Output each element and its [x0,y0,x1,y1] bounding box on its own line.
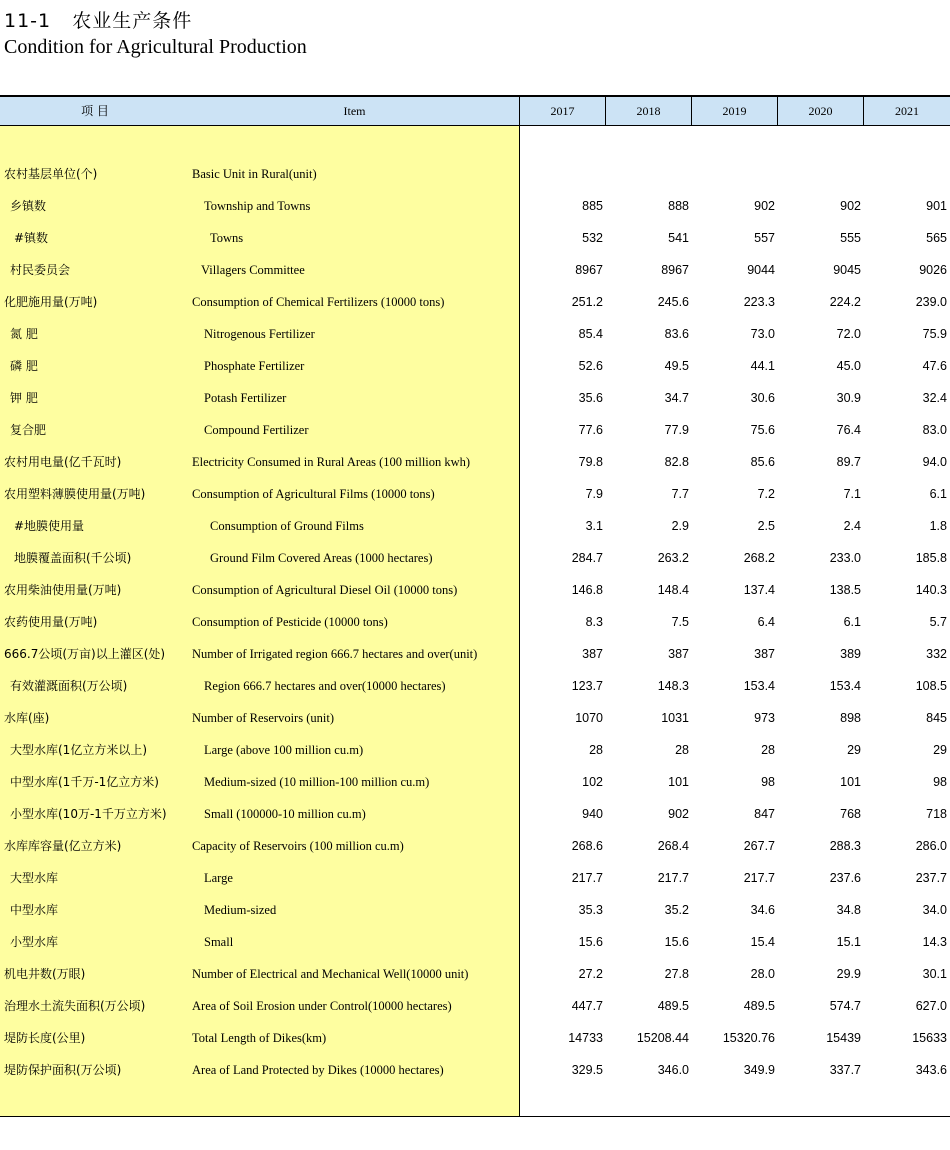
row-value-2017: 14733 [568,1031,603,1045]
row-value-2021: 286.0 [915,839,947,853]
row-label-cn: 治理水土流失面积(万公顷) [4,999,146,1013]
row-value-2019: 9044 [747,263,775,277]
row-label-en: Large [204,871,233,885]
row-value-2017: 268.6 [571,839,603,853]
row-value-2017: 15.6 [578,935,603,949]
table-row [0,542,950,574]
row-value-2021: 32.4 [922,391,947,405]
row-label-en: Consumption of Chemical Fertilizers (10000 tons) [192,295,445,309]
row-value-2020: 898 [840,711,861,725]
row-label-en: Basic Unit in Rural(unit) [192,167,317,181]
row-value-2019: 75.6 [750,423,775,437]
table-row [0,638,950,670]
table-row [0,574,950,606]
row-value-2021: 98 [933,775,947,789]
row-value-2018: 7.5 [671,615,689,629]
row-label-en: Area of Soil Erosion under Control(10000 hectares) [192,999,452,1013]
header-year: 2021 [895,104,919,118]
row-value-2020: 233.0 [829,551,861,565]
row-value-2017: 387 [582,647,603,661]
row-value-2020: 138.5 [829,583,861,597]
row-label-en: Township and Towns [204,199,311,213]
row-label-cn: 堤防长度(公里) [4,1031,86,1045]
row-label-en: Consumption of Ground Films [210,519,364,533]
row-value-2017: 251.2 [571,295,603,309]
row-value-2020: 574.7 [829,999,861,1013]
row-value-2021: 6.1 [929,487,947,501]
row-value-2017: 52.6 [578,359,603,373]
row-label-en: Towns [210,231,244,245]
row-label-cn: 有效灌溉面积(万公顷) [10,679,128,693]
row-value-2020: 101 [840,775,861,789]
row-label-en: Consumption of Agricultural Films (10000 tons) [192,487,435,501]
row-value-2020: 337.7 [829,1063,861,1077]
row-value-2019: 73.0 [750,327,775,341]
row-value-2018: 902 [668,807,689,821]
row-label-en: Large (above 100 million cu.m) [204,743,364,757]
row-label-en: Electricity Consumed in Rural Areas (100 million kwh) [192,455,471,469]
row-label-en: Medium-sized (10 million-100 million cu.m) [204,775,430,789]
row-value-2020: 237.6 [829,871,861,885]
row-value-2019: 267.7 [743,839,775,853]
row-label-cn: 大型水库 [10,871,59,885]
row-value-2021: 237.7 [915,871,947,885]
row-value-2017: 284.7 [571,551,603,565]
table-row [0,478,950,510]
row-value-2021: 94.0 [922,455,947,469]
table-row [0,222,950,254]
row-label-cn: 小型水库 [10,935,59,949]
row-value-2020: 288.3 [829,839,861,853]
row-value-2021: 901 [926,199,947,213]
table-row [0,510,950,542]
row-label-en: Villagers Committee [201,263,305,277]
row-label-cn: 机电井数(万眼) [4,967,86,981]
row-value-2018: 49.5 [664,359,689,373]
row-value-2017: 217.7 [571,871,603,885]
row-value-2019: 349.9 [743,1063,775,1077]
table-body [0,158,950,1086]
row-value-2018: 2.9 [671,519,689,533]
table-row [0,1054,950,1086]
row-value-2020: 153.4 [829,679,861,693]
row-value-2017: 27.2 [578,967,603,981]
row-value-2021 [867,158,947,190]
row-label-cn: 化肥施用量(万吨) [4,295,98,309]
row-label-en: Small [204,935,234,949]
row-value-2020: 30.9 [836,391,861,405]
row-label-en: Consumption of Pesticide (10000 tons) [192,615,388,629]
table-row [0,766,950,798]
header-year: 2020 [808,104,833,118]
row-label-cn: 堤防保护面积(万公顷) [4,1063,122,1077]
row-label-cn: 农用柴油使用量(万吨) [4,583,122,597]
row-value-2021: 140.3 [915,583,947,597]
row-value-2021: 845 [926,711,947,725]
row-value-2019: 973 [754,711,775,725]
row-value-2020: 555 [840,231,861,245]
row-value-2021: 718 [926,807,947,821]
row-label-en: Nitrogenous Fertilizer [204,327,315,341]
row-label-cn: 磷 肥 [10,359,38,373]
table-title-en: Condition for Agricultural Production [4,36,307,58]
row-value-2019: 7.2 [757,487,775,501]
row-label-en: Number of Irrigated region 666.7 hectares and over(unit) [192,647,478,661]
row-value-2019: 557 [754,231,775,245]
row-value-2018: 101 [668,775,689,789]
table-row [0,606,950,638]
row-value-2021: 29 [933,743,947,757]
row-value-2019: 6.4 [757,615,775,629]
table-row [0,958,950,990]
row-value-2019: 217.7 [743,871,775,885]
row-value-2018: 7.7 [671,487,689,501]
row-value-2021: 332 [926,647,947,661]
row-value-2020: 7.1 [843,487,861,501]
row-value-2017: 28 [589,743,603,757]
row-value-2018: 83.6 [664,327,689,341]
row-label-en: Area of Land Protected by Dikes (10000 hectares) [192,1063,444,1077]
row-value-2019: 85.6 [750,455,775,469]
row-value-2021: 565 [926,231,947,245]
row-label-cn: 农村用电量(亿千瓦时) [4,455,122,469]
row-value-2017: 532 [582,231,603,245]
row-value-2020: 15.1 [836,935,861,949]
row-label-en: Number of Electrical and Mechanical Well(10000 unit) [192,967,469,981]
row-label-cn: 水库库容量(亿立方米) [4,839,122,853]
row-label-en: Capacity of Reservoirs (100 million cu.m) [192,839,404,853]
row-value-2020: 2.4 [843,519,861,533]
header-year: 2017 [550,104,575,118]
row-label-en: Region 666.7 hectares and over(10000 hectares) [204,679,446,693]
row-value-2020 [781,158,861,190]
table-row [0,670,950,702]
row-value-2018: 489.5 [657,999,689,1013]
row-value-2021: 15633 [912,1031,947,1045]
row-value-2017: 77.6 [578,423,603,437]
row-value-2018: 82.8 [664,455,689,469]
row-value-2018: 15.6 [664,935,689,949]
row-label-cn: 钾 肥 [10,391,38,405]
table-row [0,286,950,318]
row-value-2021: 34.0 [922,903,947,917]
row-label-cn: 中型水库 [10,903,59,917]
row-value-2020: 45.0 [836,359,861,373]
row-label-en: Ground Film Covered Areas (1000 hectares) [210,551,433,565]
table-row [0,734,950,766]
table-number: 11-1 [4,10,52,32]
row-value-2017: 940 [582,807,603,821]
row-value-2018: 77.9 [664,423,689,437]
row-label-cn: 氮 肥 [10,327,38,341]
header-item-cn: 项 目 [81,104,109,118]
row-label-en: Small (100000-10 million cu.m) [204,807,366,821]
row-value-2021: 5.7 [929,615,947,629]
row-label-en: Potash Fertilizer [204,391,287,405]
row-label-cn: 复合肥 [10,423,47,437]
table-row [0,350,950,382]
row-value-2017: 3.1 [585,519,603,533]
row-value-2017: 8967 [575,263,603,277]
row-value-2018: 35.2 [664,903,689,917]
row-value-2018: 27.8 [664,967,689,981]
row-label-cn: 村民委员会 [10,263,71,277]
row-value-2017: 85.4 [578,327,603,341]
row-value-2017: 123.7 [571,679,603,693]
row-value-2019: 2.5 [757,519,775,533]
row-value-2020: 6.1 [843,615,861,629]
row-value-2017 [523,158,603,190]
row-value-2018: 263.2 [657,551,689,565]
row-value-2018: 8967 [661,263,689,277]
row-label-cn: 乡镇数 [10,199,47,213]
row-value-2020: 29.9 [836,967,861,981]
bottom-rule [0,1116,950,1117]
row-label-cn: 小型水库(10万-1千万立方米) [10,807,167,821]
row-value-2019: 153.4 [743,679,775,693]
row-value-2019 [695,158,775,190]
row-value-2018: 888 [668,199,689,213]
row-value-2018: 148.4 [657,583,689,597]
row-value-2020: 76.4 [836,423,861,437]
row-value-2019: 30.6 [750,391,775,405]
row-value-2018: 268.4 [657,839,689,853]
row-label-cn: 666.7公顷(万亩)以上灌区(处) [4,647,166,661]
row-value-2017: 146.8 [571,583,603,597]
row-label-cn: #镇数 [14,231,49,245]
row-label-cn: #地膜使用量 [14,519,85,533]
row-value-2017: 7.9 [585,487,603,501]
row-value-2018: 217.7 [657,871,689,885]
row-value-2018 [609,158,689,190]
row-value-2018: 28 [675,743,689,757]
row-label-en: Number of Reservoirs (unit) [192,711,334,725]
table-row [0,926,950,958]
row-value-2019: 387 [754,647,775,661]
table-row [0,1022,950,1054]
row-value-2021: 108.5 [915,679,947,693]
row-value-2017: 79.8 [578,455,603,469]
row-value-2017: 447.7 [571,999,603,1013]
row-value-2021: 75.9 [922,327,947,341]
table-row [0,254,950,286]
table-row [0,830,950,862]
row-value-2019: 44.1 [750,359,775,373]
row-label-en: Consumption of Agricultural Diesel Oil (10000 tons) [192,583,458,597]
row-value-2021: 47.6 [922,359,947,373]
row-value-2020: 9045 [833,263,861,277]
row-value-2021: 83.0 [922,423,947,437]
row-value-2020: 34.8 [836,903,861,917]
row-label-en: Total Length of Dikes(km) [192,1031,327,1045]
row-value-2019: 223.3 [743,295,775,309]
row-value-2018: 245.6 [657,295,689,309]
row-value-2019: 15320.76 [722,1031,775,1045]
table-row [0,798,950,830]
row-value-2021: 1.8 [929,519,947,533]
header-year: 2018 [636,104,661,118]
row-value-2018: 541 [668,231,689,245]
row-value-2020: 389 [840,647,861,661]
row-label-en: Phosphate Fertilizer [204,359,305,373]
row-value-2017: 885 [582,199,603,213]
row-label-cn: 农用塑料薄膜使用量(万吨) [4,487,146,501]
row-value-2021: 239.0 [915,295,947,309]
row-value-2019: 268.2 [743,551,775,565]
header-item-en: Item [343,104,366,118]
table-row [0,446,950,478]
row-value-2021: 14.3 [922,935,947,949]
row-value-2019: 489.5 [743,999,775,1013]
row-value-2020: 29 [847,743,861,757]
row-value-2021: 30.1 [922,967,947,981]
table-row [0,190,950,222]
row-value-2020: 89.7 [836,455,861,469]
row-value-2020: 15439 [826,1031,861,1045]
row-value-2018: 15208.44 [636,1031,689,1045]
row-value-2021: 9026 [919,263,947,277]
row-value-2018: 387 [668,647,689,661]
table-title-cn [4,6,192,33]
row-label-en: Compound Fertilizer [204,423,309,437]
row-value-2019: 137.4 [743,583,775,597]
row-value-2020: 768 [840,807,861,821]
row-value-2017: 8.3 [585,615,603,629]
row-value-2018: 1031 [661,711,689,725]
row-value-2018: 148.3 [657,679,689,693]
row-value-2019: 15.4 [750,935,775,949]
row-value-2017: 35.3 [578,903,603,917]
row-value-2019: 847 [754,807,775,821]
header-year: 2019 [722,104,747,118]
row-value-2019: 28.0 [750,967,775,981]
table-row [0,894,950,926]
row-value-2019: 34.6 [750,903,775,917]
table-row [0,862,950,894]
table-title-cn-text: 农业生产条件 [72,10,193,32]
table-row [0,702,950,734]
row-value-2019: 28 [761,743,775,757]
row-value-2017: 1070 [575,711,603,725]
table-row [0,158,950,190]
row-value-2020: 224.2 [829,295,861,309]
table-row [0,382,950,414]
row-label-cn: 大型水库(1亿立方米以上) [10,743,147,757]
row-label-cn: 农药使用量(万吨) [4,615,98,629]
row-label-cn: 地膜覆盖面积(千公顷) [14,551,132,565]
row-value-2019: 98 [761,775,775,789]
row-value-2021: 627.0 [915,999,947,1013]
row-value-2021: 343.6 [915,1063,947,1077]
row-value-2020: 902 [840,199,861,213]
row-value-2017: 102 [582,775,603,789]
row-label-cn: 农村基层单位(个) [4,167,98,181]
row-value-2019: 902 [754,199,775,213]
row-value-2021: 185.8 [915,551,947,565]
table-row [0,414,950,446]
table-row [0,990,950,1022]
row-value-2017: 35.6 [578,391,603,405]
table-header [0,97,950,125]
row-label-cn: 水库(座) [4,711,50,725]
row-value-2017: 329.5 [571,1063,603,1077]
row-label-en: Medium-sized [204,903,277,917]
row-value-2018: 34.7 [664,391,689,405]
row-value-2020: 72.0 [836,327,861,341]
row-label-cn: 中型水库(1千万-1亿立方米) [10,775,159,789]
row-value-2018: 346.0 [657,1063,689,1077]
table-row [0,318,950,350]
